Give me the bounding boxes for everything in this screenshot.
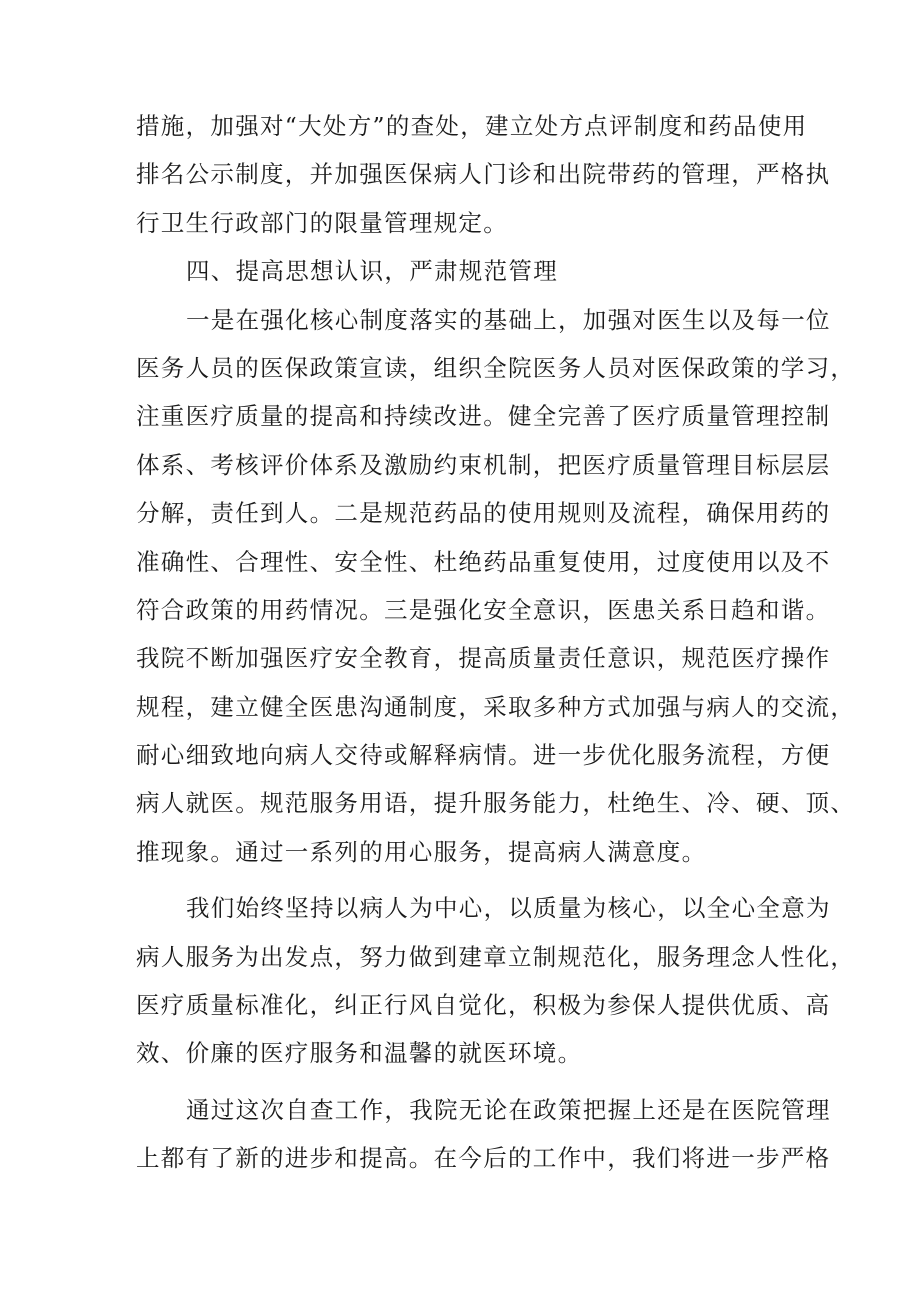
paragraph-patient-centered — [136, 884, 856, 1078]
section-heading: 四、提高思想认识，严肃规范管理 — [186, 257, 558, 286]
text-line: 排名公示制度，并加强医保病人门诊和出院带药的管理，严格执 — [136, 160, 831, 189]
text-line: 准确性、合理性、安全性、杜绝药品重复使用，过度使用以及不 — [136, 547, 831, 576]
paragraph-management — [136, 296, 856, 877]
text-line: 效、价廉的医疗服务和温馨的就医环境。 — [136, 1039, 583, 1068]
text-line: 行卫生行政部门的限量管理规定。 — [136, 208, 508, 237]
text-line: 符合政策的用药情况。三是强化安全意识，医患关系日趋和谐。 — [136, 595, 831, 624]
text-line: 规程，建立健全医患沟通制度，采取多种方式加强与病人的交流， — [136, 692, 856, 721]
text-line: 我院不断加强医疗安全教育，提高质量责任意识，规范医疗操作 — [136, 644, 831, 673]
document-body — [136, 102, 856, 1183]
text-line: 病人服务为出发点，努力做到建章立制规范化，服务理念人性化， — [136, 942, 856, 971]
text-line: 通过这次自查工作，我院无论在政策把握上还是在医院管理 — [186, 1095, 831, 1124]
paragraph-self-inspection — [136, 1086, 831, 1183]
paragraph-measures-continued — [136, 102, 831, 247]
text-line: 体系、考核评价体系及激励约束机制，把医疗质量管理目标层层 — [136, 450, 831, 479]
text-line: 上都有了新的进步和提高。在今后的工作中，我们将进一步严格 — [136, 1144, 831, 1173]
text-line: 注重医疗质量的提高和持续改进。健全完善了医疗质量管理控制 — [136, 402, 831, 431]
text-line: 我们始终坚持以病人为中心，以质量为核心，以全心全意为 — [186, 894, 831, 923]
text-line: 分解，责任到人。二是规范药品的使用规则及流程，确保用药的 — [136, 499, 831, 528]
section-heading-four — [136, 247, 796, 295]
text-line: 措施，加强对“大处方”的查处，建立处方点评制度和药品使用 — [136, 112, 808, 140]
text-line: 耐心细致地向病人交待或解释病情。进一步优化服务流程，方便 — [136, 741, 831, 770]
text-line: 推现象。通过一系列的用心服务，提高病人满意度。 — [136, 837, 707, 866]
paragraph-gap — [136, 876, 796, 884]
text-line: 病人就医。规范服务用语，提升服务能力，杜绝生、冷、硬、顶、 — [136, 789, 856, 818]
text-line: 一是在强化核心制度落实的基础上，加强对医生以及每一位 — [186, 305, 831, 334]
text-line: 医务人员的医保政策宣读，组织全院医务人员对医保政策的学习， — [136, 353, 856, 382]
text-line: 医疗质量标准化，纠正行风自觉化，积极为参保人提供优质、高 — [136, 991, 831, 1020]
paragraph-gap — [136, 1078, 796, 1086]
